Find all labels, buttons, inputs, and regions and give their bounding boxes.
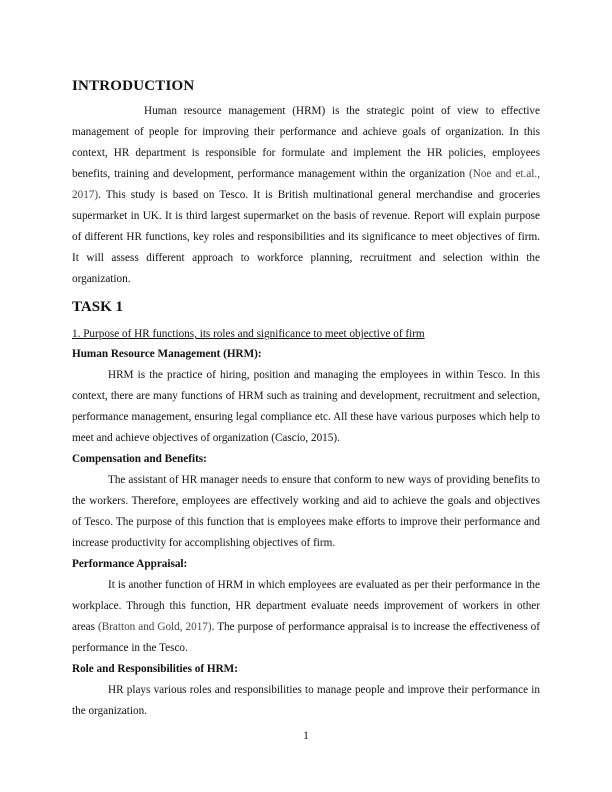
compensation-heading: Compensation and Benefits: — [72, 453, 207, 465]
task1-subheading: 1. Purpose of HR functions, its roles and significance to meet objective of firm — [72, 328, 425, 340]
role-paragraph: HR plays various roles and responsibilities to manage people and improve their performance in the organization. — [72, 684, 540, 717]
citation-bratton: (Bratton and Gold, 2017) — [97, 621, 212, 633]
page-number: 1 — [303, 730, 309, 742]
document-page — [72, 78, 540, 722]
citation-noe: (Noe and et.al., 2017) — [72, 168, 541, 201]
introduction-paragraph — [72, 101, 540, 290]
role-heading: Role and Responsibilities of HRM: — [72, 663, 238, 675]
intro-text-2: . This study is based on Tesco. It is British multinational general merchandise and groceries supermarket in UK. It is third largest supermarket on the basis of revenue. Report will explain purpose of different HR functions, key roles and responsibilities and its significance to meet objectives of firm. It will assess different approach to workforce planning, recruitment and selection within the organization. — [72, 189, 540, 285]
performance-text-1: It is another function of HRM in which employees are evaluated as per their performance in the workplace. Through this function, HR department evaluate needs improvement of workers in other areas — [72, 579, 540, 633]
hrm-heading: Human Resource Management (HRM): — [72, 348, 262, 360]
performance-text-2: . The purpose of performance appraisal is to increase the effectiveness of performance in the Tesco. — [72, 621, 540, 654]
performance-paragraph — [72, 575, 540, 659]
performance-heading: Performance Appraisal: — [72, 558, 188, 570]
compensation-paragraph: The assistant of HR manager needs to ensure that conform to new ways of providing benefits to the workers. Therefore, employees are effectively working and aid to achieve the goals and objectives of Tesco. The purpose of this function that is employees make efforts to improve their performance and increase productivity for accomplishing objectives of firm. — [72, 474, 540, 549]
intro-text-1: Human resource management (HRM) is the strategic point of view to effective management of people for improving their performance and achieve goals of organization. In this context, HR department is responsible for formulate and implement the HR policies, employees benefits, training and development, performance management within the organization — [72, 105, 540, 180]
introduction-heading: INTRODUCTION — [72, 78, 195, 94]
task1-heading: TASK 1 — [72, 299, 123, 315]
hrm-paragraph: HRM is the practice of hiring, position and managing the employees in within Tesco. In this context, there are many functions of HRM such as training and development, recruitment and selection, performance management, ensuring legal compliance etc. All these have various purposes which help to meet and achieve objectives of organization (Cascio, 2015). — [72, 369, 540, 444]
